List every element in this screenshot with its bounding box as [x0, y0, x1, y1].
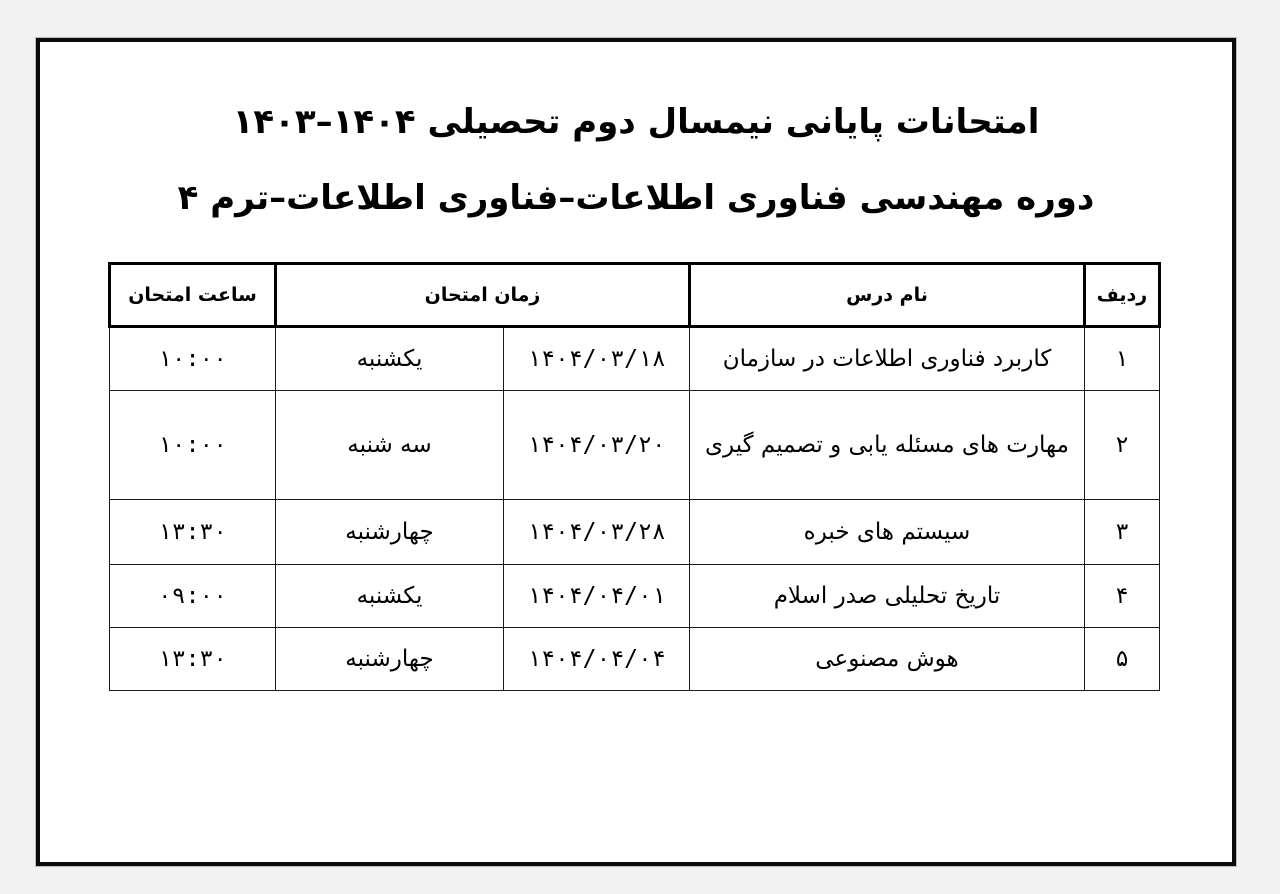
exam-schedule-table: [108, 262, 1161, 691]
exam-day-cell: یکشنبه: [276, 327, 504, 391]
page-subtitle: دوره مهندسی فناوری اطلاعات–فناوری اطلاعات–ترم ۴: [177, 178, 1095, 218]
exam-day-cell: سه شنبه: [276, 391, 504, 500]
course-name-cell: هوش مصنوعی: [690, 628, 1085, 691]
exam-day-cell: چهارشنبه: [276, 628, 504, 691]
table-body: [110, 327, 1160, 691]
table-row: [110, 391, 1160, 500]
exam-date-cell: ۱۴۰۴/۰۴/۰۴: [504, 628, 690, 691]
exam-day-cell: یکشنبه: [276, 565, 504, 628]
row-number-cell: ۲: [1085, 391, 1160, 500]
table-row: [110, 565, 1160, 628]
column-header-row-number: ردیف: [1085, 264, 1160, 327]
exam-date-cell: ۱۴۰۴/۰۴/۰۱: [504, 565, 690, 628]
table-row: [110, 628, 1160, 691]
table-row: [110, 327, 1160, 391]
exam-day-cell: چهارشنبه: [276, 500, 504, 565]
table-row: [110, 500, 1160, 565]
page-title: امتحانات پایانی نیمسال دوم تحصیلی ۱۴۰۴–۱۴۰۳: [232, 102, 1040, 142]
exam-date-cell: ۱۴۰۴/۰۳/۱۸: [504, 327, 690, 391]
column-header-exam-time: زمان امتحان: [276, 264, 690, 327]
exam-date-cell: ۱۴۰۴/۰۳/۲۸: [504, 500, 690, 565]
header-row: [110, 264, 1160, 327]
exam-hour-cell: ۰۹:۰۰: [110, 565, 276, 628]
course-name-cell: کاربرد فناوری اطلاعات در سازمان: [690, 327, 1085, 391]
exam-date-cell: ۱۴۰۴/۰۳/۲۰: [504, 391, 690, 500]
row-number-cell: ۱: [1085, 327, 1160, 391]
row-number-cell: ۴: [1085, 565, 1160, 628]
exam-hour-cell: ۱۳:۳۰: [110, 628, 276, 691]
column-header-exam-hour: ساعت امتحان: [110, 264, 276, 327]
course-name-cell: تاریخ تحلیلی صدر اسلام: [690, 565, 1085, 628]
row-number-cell: ۵: [1085, 628, 1160, 691]
course-name-cell: سیستم های خبره: [690, 500, 1085, 565]
exam-hour-cell: ۱۰:۰۰: [110, 391, 276, 500]
document-frame: [36, 38, 1236, 866]
row-number-cell: ۳: [1085, 500, 1160, 565]
exam-hour-cell: ۱۳:۳۰: [110, 500, 276, 565]
column-header-course-name: نام درس: [690, 264, 1085, 327]
exam-hour-cell: ۱۰:۰۰: [110, 327, 276, 391]
course-name-cell: مهارت های مسئله یابی و تصمیم گیری: [690, 391, 1085, 500]
table-header: [110, 264, 1160, 327]
